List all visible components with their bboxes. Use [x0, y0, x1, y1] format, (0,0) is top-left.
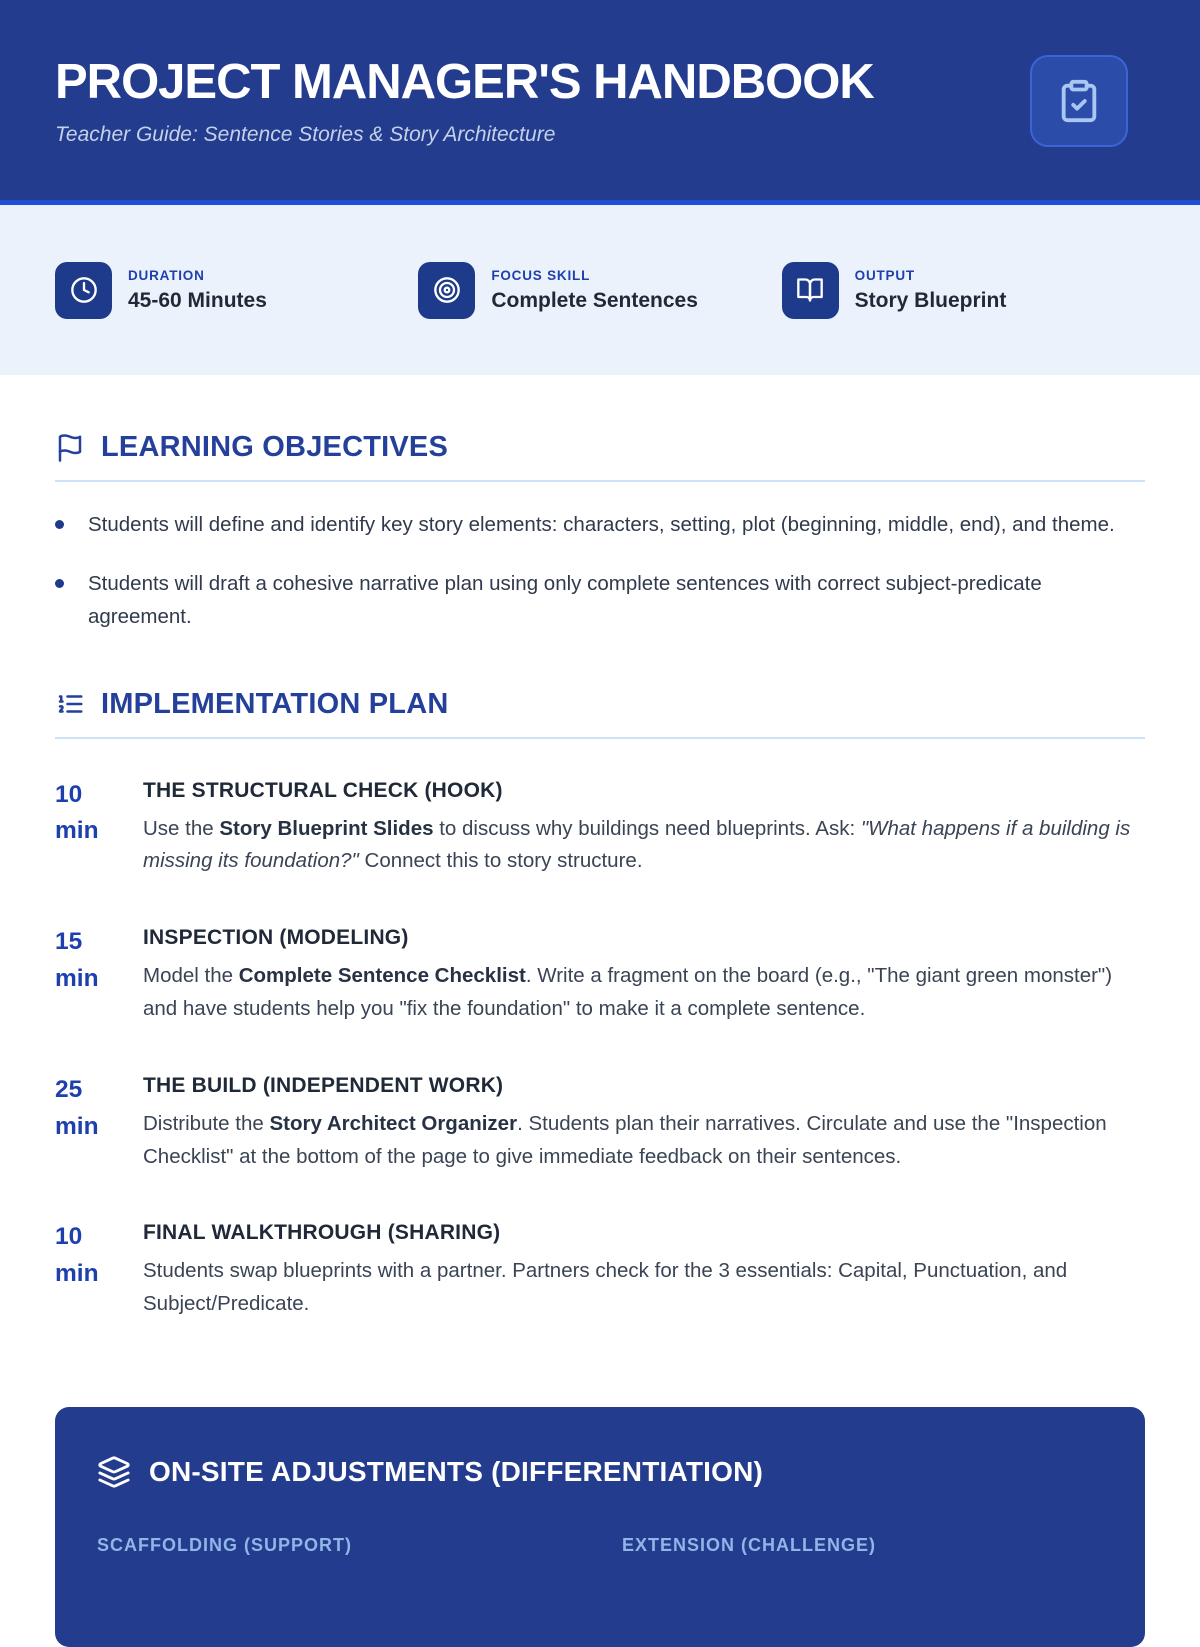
- step-4-body: Students swap blueprints with a partner. Partners check for the 3 essentials: Capital, Punctuation, and Subject/Predicate.: [143, 1259, 1068, 1316]
- meta-label-output: OUTPUT: [854, 267, 915, 283]
- objective-item: [55, 508, 1130, 541]
- divider: [55, 737, 1145, 739]
- step-3: [55, 1072, 1145, 1174]
- meta-item-output: [782, 262, 1145, 319]
- scaffolding-column: [97, 1535, 578, 1556]
- clipboard-check-icon: [1056, 78, 1102, 124]
- step-4-time: 10 min: [55, 1223, 99, 1288]
- adjustments-columns: [97, 1535, 1103, 1556]
- meta-value-output: Story Blueprint: [854, 288, 1007, 312]
- meta-item-focus-skill: [418, 262, 781, 319]
- section-learning-objectives-header: [55, 431, 1145, 464]
- step-4: [55, 1219, 1145, 1321]
- section-title-learning-objectives: LEARNING OBJECTIVES: [101, 431, 449, 463]
- page-subtitle: Teacher Guide: Sentence Stories & Story Architecture: [55, 123, 556, 146]
- scaffolding-column-label: SCAFFOLDING (SUPPORT): [97, 1534, 352, 1555]
- meta-value-focus-skill: Complete Sentences: [491, 288, 698, 312]
- divider: [55, 480, 1145, 482]
- step-1: [55, 777, 1145, 879]
- bullet-icon: [55, 579, 64, 588]
- list-ordered-icon: [55, 689, 85, 719]
- step-3-body: Distribute the Story Architect Organizer. Students plan their narratives. Circulate and use the "Inspection Checklist" at the bottom of the page to give immediate feedback on their sentences.: [143, 1111, 1107, 1168]
- main-content: [0, 431, 1200, 1321]
- step-2-title: INSPECTION (MODELING): [143, 926, 409, 950]
- page-header: [0, 0, 1200, 205]
- step-3-time: 25 min: [55, 1075, 99, 1140]
- step-1-body: Use the Story Blueprint Slides to discuss why buildings need blueprints. Ask: "What happens if a building is missing its foundation?" Connect this to story structure.: [143, 816, 1131, 873]
- target-icon: [418, 262, 475, 319]
- step-1-time: 10 min: [55, 780, 99, 845]
- header-badge: [1030, 55, 1128, 147]
- meta-bar: [0, 205, 1200, 375]
- meta-label-focus-skill: FOCUS SKILL: [491, 267, 591, 283]
- objective-text: Students will define and identify key story elements: characters, setting, plot (beginning, middle, end), and theme.: [88, 513, 1115, 536]
- step-2-body: Model the Complete Sentence Checklist. Write a fragment on the board (e.g., "The giant green monster") and have students help you "fix the foundation" to make it a complete sentence.: [143, 964, 1113, 1020]
- section-implementation-plan-header: [55, 688, 1145, 721]
- flag-icon: [55, 433, 85, 463]
- step-2-time: 15 min: [55, 928, 99, 992]
- meta-item-duration: [55, 262, 418, 319]
- objective-text: Students will draft a cohesive narrative plan using only complete sentences with correct subject-predicate agreement.: [88, 572, 1042, 629]
- adjustments-card-title: ON-SITE ADJUSTMENTS (DIFFERENTIATION): [149, 1455, 764, 1487]
- step-1-title: THE STRUCTURAL CHECK (HOOK): [143, 778, 503, 802]
- book-open-icon: [782, 262, 839, 319]
- step-2: [55, 924, 1145, 1026]
- meta-label-duration: DURATION: [128, 267, 205, 283]
- section-title-implementation-plan: IMPLEMENTATION PLAN: [101, 687, 449, 720]
- step-4-title: FINAL WALKTHROUGH (SHARING): [143, 1221, 501, 1245]
- extension-column: [622, 1535, 1103, 1556]
- adjustments-card-header: [97, 1455, 1103, 1489]
- clock-icon: [55, 262, 112, 319]
- objective-item: [55, 567, 1130, 633]
- implementation-steps: [55, 777, 1145, 1321]
- step-3-title: THE BUILD (INDEPENDENT WORK): [143, 1073, 504, 1097]
- page-title: PROJECT MANAGER'S HANDBOOK: [55, 55, 874, 109]
- bullet-icon: [55, 520, 64, 529]
- layers-icon: [97, 1455, 131, 1489]
- meta-value-duration: 45-60 Minutes: [128, 288, 267, 312]
- extension-column-label: EXTENSION (CHALLENGE): [622, 1534, 877, 1555]
- objectives-list: [55, 508, 1145, 634]
- adjustments-card: [55, 1407, 1145, 1647]
